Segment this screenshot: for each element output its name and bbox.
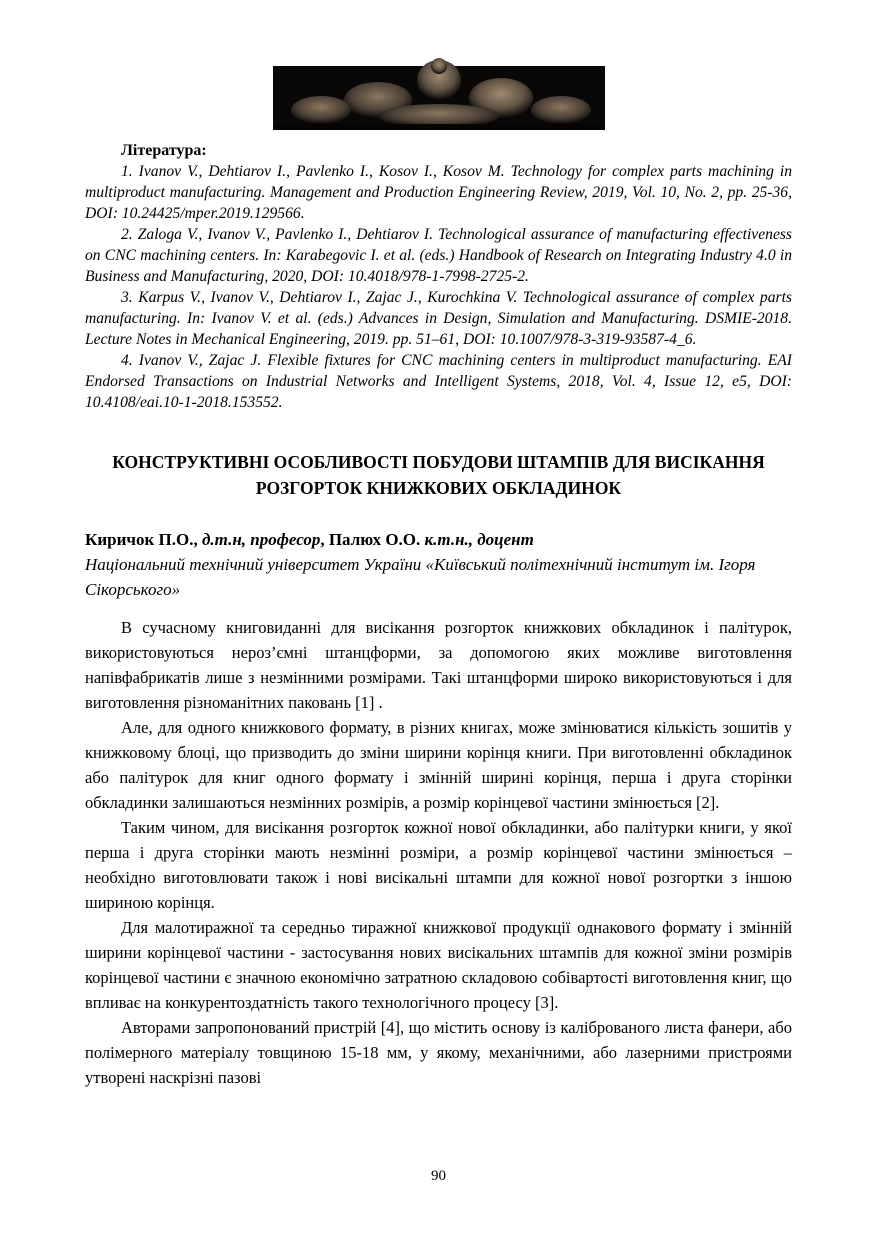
author-2-degree: к.т.н., доцент <box>424 530 534 549</box>
page-content <box>0 58 877 1090</box>
body-paragraph-4: Для малотиражної та середньо тиражної книжкової продукції однакового формату і змінній ширини корінцевої частини - застосування нових висікальних штампів для кожної зміни розмірів корінцевої частини є значною економічно затратною складовою собівартості виготовлення книг, що впливає на конкурентоздатність такого технологічного процесу [3]. <box>85 918 792 1012</box>
article-title: КОНСТРУКТИВНІ ОСОБЛИВОСТІ ПОБУДОВИ ШТАМПІВ ДЛЯ ВИСІКАННЯ РОЗГОРТОК КНИЖКОВИХ ОБКЛАДИНОК <box>112 452 765 498</box>
author-1-name: Киричок П.О., <box>85 530 202 549</box>
author-2-name: Палюх О.О. <box>328 530 425 549</box>
reference-item-1: 1. Ivanov V., Dehtiarov I., Pavlenko I., Kosov I., Kosov M. Technology for complex parts machining in multiproduct manufacturing. Management and Production Engineering Review, 2019, Vol. 10, No. 2, pp. 25-36, DOI: 10.24425/mper.2019.129566. <box>85 163 792 222</box>
reference-item-4: 4. Ivanov V., Zajac J. Flexible fixtures for CNC machining centers in multiproduct manufacturing. EAI Endorsed Transactions on Industrial Networks and Intelligent Systems, 2018, Vol. 4, Issue 12, e5, DOI: 10.4108/eai.10-1-2018.153552. <box>85 352 792 411</box>
references-heading: Література: <box>121 142 207 159</box>
authors-line <box>85 527 792 552</box>
author-1-degree: д.т.н, професор <box>201 530 321 549</box>
body-paragraph-3: Таким чином, для висікання розгорток кожної нової обкладинки, або палітурки книги, у якої перша і друга сторінки мають незмінні розміри, а розмір корінцевої частини змінюється – необхідно виготовлювати також і нові висікальні штампи для кожної нової розгортки з іншою шириною корінця. <box>85 818 792 912</box>
authors-separator: , <box>320 530 329 549</box>
reference-item-2: 2. Zaloga V., Ivanov V., Pavlenko I., Dehtiarov I. Technological assurance of manufacturing effectiveness on CNC machining centers. In: Karabegovic I. et al. (eds.) Handbook of Research on Integrating Industry 4.0 in Business and Manufacturing, 2020, DOI: 10.4018/978-1-7998-2725-2. <box>85 226 792 285</box>
body-paragraph-2: Але, для одного книжкового формату, в різних книгах, може змінюватися кількість зошитів у книжковому блоці, що призводить до зміни ширини корінця книги. При виготовленні обкладинок або палітурок для книг одного формату і змінній ширині корінця, перша і друга сторінки обкладинки залишаються незмінних розмірів, а розмір корінцевої частини змінюється [2]. <box>85 718 792 812</box>
body-paragraph-1: В сучасному книговиданні для висікання розгорток книжкових обкладинок і палітурок, використовуються нероз’ємні штанцформи, за допомогою яких можливе виготовлення напівфабрикатів лише з незмінними розмірами. Такі штанцформи широко використовуються і для виготовлення різноманітних паковань [1] . <box>85 618 792 712</box>
page-number: 90 <box>431 1168 446 1184</box>
body-paragraph-5: Авторами запропонований пристрій [4], що містить основу із каліброваного листа фанери, або полімерного матеріалу товщиною 15-18 мм, у якому, механічними, або лазерними пристроями утворені наскрізні пазові <box>85 1018 792 1087</box>
header-sculpture-image <box>273 58 605 130</box>
affiliation: Національний технічний університет України «Київський політехнічний інститут ім. Ігоря Сікорського» <box>85 555 756 599</box>
reference-item-3: 3. Karpus V., Ivanov V., Dehtiarov I., Zajac J., Kurochkina V. Technological assurance of complex parts manufacturing. In: Ivanov V. et al. (eds.) Advances in Design, Simulation and Manufacturing. DSMIE-2018. Lecture Notes in Mechanical Engineering, 2019. pp. 51–61, DOI: 10.1007/978-3-319-93587-4_6. <box>85 289 792 348</box>
